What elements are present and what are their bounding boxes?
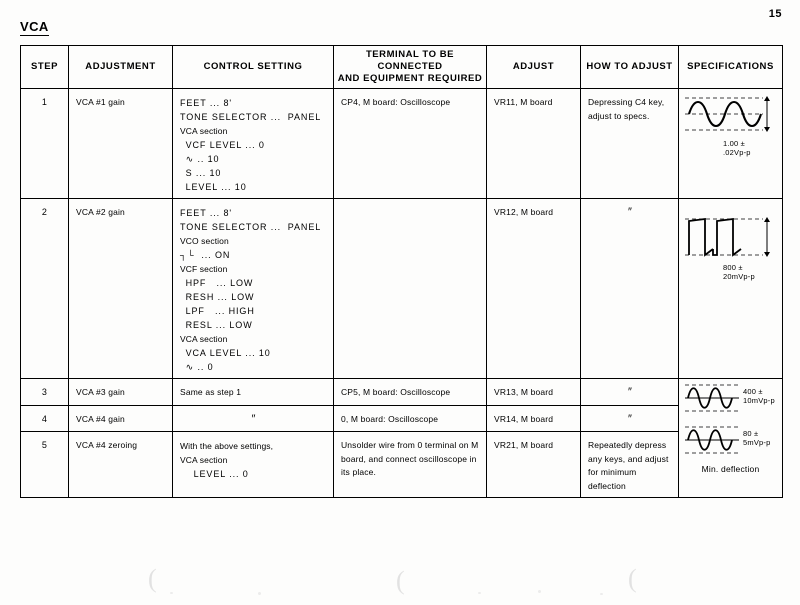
control-setting-line: With the above settings, xyxy=(180,441,274,451)
scan-speck xyxy=(478,592,481,594)
cell-step: 1 xyxy=(41,97,48,107)
spec-label-line1: 80 ± xyxy=(743,429,759,438)
scan-artifact: ( xyxy=(148,564,157,593)
column-header-control-setting: CONTROL SETTING xyxy=(173,46,334,89)
cell-specifications xyxy=(679,215,782,281)
cell-adjust: VR13, M board xyxy=(494,387,554,397)
table-row xyxy=(21,432,783,498)
spec-waveform-block xyxy=(683,215,778,281)
cell-adjustment: VCA #1 gain xyxy=(76,97,125,107)
scan-artifact: ( xyxy=(628,564,637,593)
cell-terminal xyxy=(334,199,486,210)
column-header-step: STEP xyxy=(21,46,69,89)
control-setting-line: LEVEL ... 0 xyxy=(180,469,249,479)
spec-label-line1: 400 ± xyxy=(743,387,763,396)
cell-specifications xyxy=(679,93,782,157)
cell-adjustment: VCA #4 gain xyxy=(76,414,125,424)
cell-control-setting xyxy=(173,432,333,485)
table-header-row xyxy=(21,46,783,89)
cell-how-to-adjust: Depressing C4 key, adjust to specs. xyxy=(588,97,665,121)
ditto-mark: ″ xyxy=(251,413,256,425)
scan-speck xyxy=(170,592,173,594)
cell-terminal: CP5, M board: Oscilloscope xyxy=(341,387,451,397)
scan-speck xyxy=(258,592,261,595)
spec-label-line2: .02Vp-p xyxy=(723,148,751,157)
column-header-adjust: ADJUST xyxy=(487,46,581,89)
spec-label-line1: 1.00 ± xyxy=(723,139,745,148)
cell-terminal: 0, M board: Oscilloscope xyxy=(341,414,439,424)
cell-control-setting xyxy=(173,406,333,430)
spec-waveform-block xyxy=(683,423,778,457)
cell-how-to-adjust xyxy=(581,406,678,430)
ditto-mark: ″ xyxy=(628,386,632,398)
cell-step: 5 xyxy=(41,440,48,450)
cell-how-to-adjust xyxy=(581,379,678,403)
cell-adjust: VR14, M board xyxy=(494,414,554,424)
scan-speck xyxy=(600,593,603,595)
column-header-how-to-adjust: HOW TO ADJUST xyxy=(581,46,679,89)
cell-terminal: Unsolder wire from 0 terminal on M board, and connect oscilloscope in its place. xyxy=(341,440,479,477)
control-setting-list xyxy=(180,439,327,481)
spec-label-line1: 800 ± xyxy=(723,263,743,272)
column-header-specifications: SPECIFICATIONS xyxy=(679,46,783,89)
adjustment-table-wrapper xyxy=(20,45,782,491)
ditto-mark: ″ xyxy=(628,413,632,425)
table-row xyxy=(21,406,783,432)
spec-label xyxy=(723,263,755,281)
spec-label-line2: 10mVp-p xyxy=(743,396,775,405)
section-heading: VCA xyxy=(20,19,49,34)
cell-adjust: VR12, M board xyxy=(494,207,554,217)
table-row xyxy=(21,89,783,199)
cell-control-setting: Same as step 1 xyxy=(180,387,242,397)
cell-control-setting xyxy=(173,199,333,378)
cell-step: 4 xyxy=(41,414,48,424)
column-header-terminal xyxy=(334,46,487,89)
ditto-mark: ″ xyxy=(628,206,632,218)
cell-step: 2 xyxy=(41,207,48,217)
spec-label-line2: 5mVp-p xyxy=(743,438,771,447)
column-header-terminal-line2: AND EQUIPMENT REQUIRED xyxy=(337,73,483,84)
cell-adjustment: VCA #3 gain xyxy=(76,387,125,397)
cell-step: 3 xyxy=(41,387,48,397)
cell-adjust: VR21, M board xyxy=(494,440,554,450)
scan-artifact: ( xyxy=(396,566,405,595)
column-header-adjustment: ADJUSTMENT xyxy=(69,46,173,89)
cell-adjustment: VCA #4 zeroing xyxy=(76,440,138,450)
spec-text: Min. deflection xyxy=(701,464,760,474)
spec-label-line2: 20mVp-p xyxy=(723,272,755,281)
sine-waveform-icon xyxy=(683,93,779,139)
control-setting-list: FEET ... 8' TONE SELECTOR ... PANEL VCA section VCF LEVEL ... 0 ∿ .. 10 S ... 10 LEVEL ... 10 xyxy=(180,98,322,192)
spec-label xyxy=(743,429,770,447)
cell-adjust: VR11, M board xyxy=(494,97,553,107)
pulse-waveform-icon xyxy=(683,215,779,263)
cell-adjustment: VCA #2 gain xyxy=(76,207,125,217)
cell-specifications xyxy=(679,381,782,477)
column-header-terminal-line1: TERMINAL TO BE CONNECTED xyxy=(365,49,455,72)
adjustment-table xyxy=(20,45,783,498)
table-row xyxy=(21,199,783,379)
spec-label xyxy=(723,139,751,157)
table-row xyxy=(21,379,783,406)
spec-label xyxy=(743,387,775,405)
page-number: 15 xyxy=(768,8,782,20)
control-setting-line: VCA section xyxy=(180,455,228,465)
spec-waveform-block xyxy=(683,381,778,415)
control-setting-list: FEET ... 8' TONE SELECTOR ... PANEL VCO section ┐└ ... ON VCF section HPF ... LOW RESH ... LOW LPF ... HIGH RESL ... LOW VCA section VCA LEVEL ... 10 ∿ .. 0 xyxy=(180,208,322,372)
cell-how-to-adjust xyxy=(581,199,678,223)
cell-terminal: CP4, M board: Oscilloscope xyxy=(341,97,451,107)
cell-control-setting xyxy=(173,89,333,198)
scan-speck xyxy=(538,590,541,593)
spec-waveform-block xyxy=(683,93,778,157)
cell-how-to-adjust: Repeatedly depress any keys, and adjust for minimum deflection xyxy=(588,440,669,491)
